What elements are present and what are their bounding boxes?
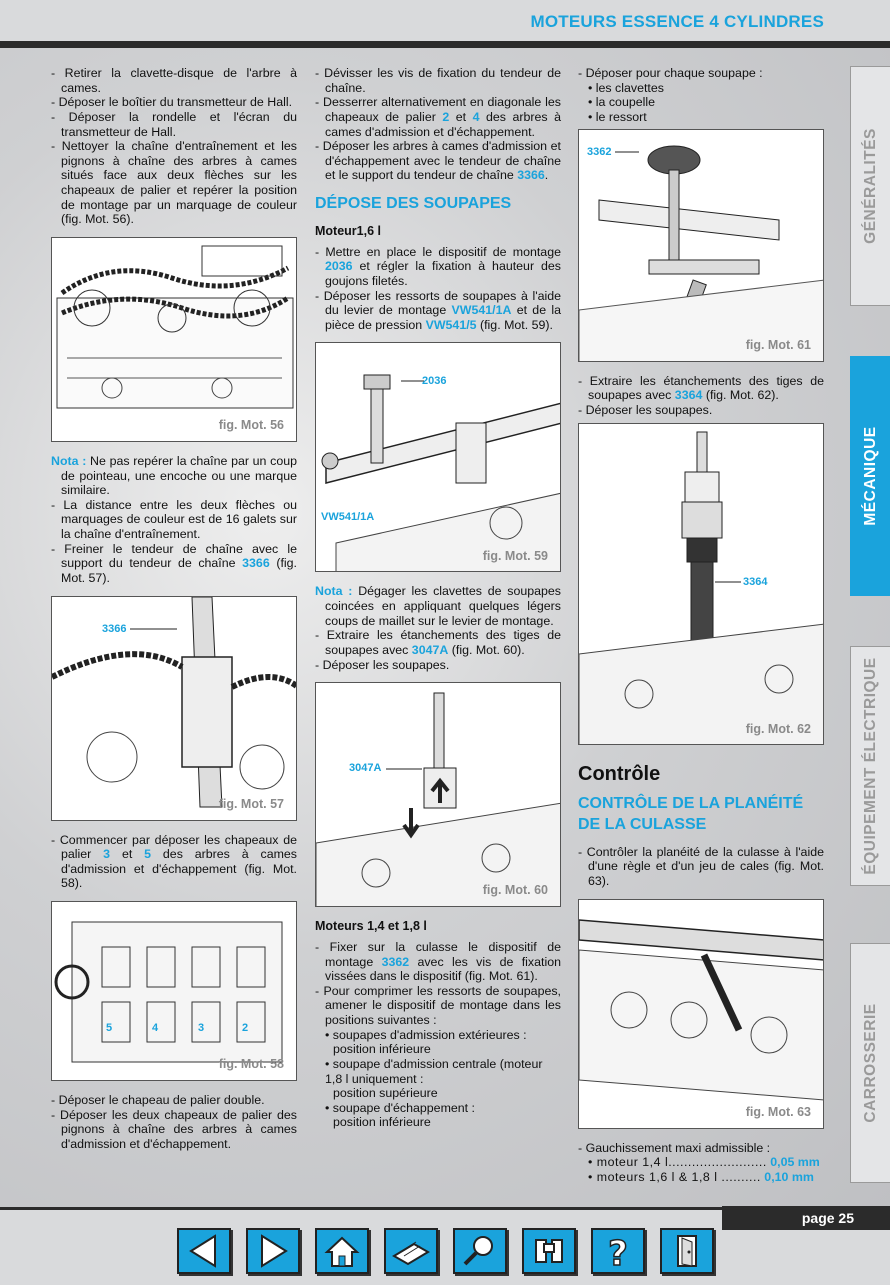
nota-note	[51, 454, 297, 498]
nota-text: Ne pas repérer la chaîne par un coup de pointeau, une encoche ou une marque similaire.	[61, 453, 297, 498]
print-icon	[386, 1230, 436, 1272]
header-divider	[0, 41, 890, 48]
step-text: - Dévisser les vis de fixation du tendeur de chaîne.	[315, 66, 561, 95]
page-header-title: MOTEURS ESSENCE 4 CYLINDRES	[530, 12, 824, 31]
back-button[interactable]	[177, 1228, 231, 1274]
step-text: - Déposer le chapeau de palier double.	[51, 1093, 265, 1107]
bullet-item: • le ressort	[588, 109, 647, 124]
figure-mot-56	[51, 237, 297, 442]
spring-compressor-illustration	[579, 130, 824, 362]
seal-extractor-illustration	[316, 683, 561, 907]
position-bullet: • soupape d'échappement :	[325, 1100, 475, 1115]
column-3	[578, 66, 824, 1184]
print-button[interactable]	[384, 1228, 438, 1274]
step-text: - Extraire les étanchements des tiges de soupapes avec 3364 (fig. Mot. 62).	[578, 373, 824, 403]
section-title: DÉPOSE DES SOUPAPES	[315, 195, 512, 212]
step-text: - Gauchissement maxi admissible :	[578, 1140, 771, 1155]
column-1	[51, 66, 297, 1152]
step-text: - Déposer les arbres à cames d'admission et d'échappement avec le tendeur de chaîne et le support du tendeur de chaîne 3366.	[315, 139, 561, 183]
home-icon	[317, 1230, 367, 1272]
step-text: - Déposer les deux chapeaux de palier des pignons à chaîne des arbres à cames d'admission et d'échappement.	[51, 1107, 297, 1151]
position-bullet: • soupapes d'admission extérieures :	[325, 1027, 527, 1042]
figure-caption: fig. Mot. 62	[745, 721, 811, 736]
section-title: DE LA CULASSE	[578, 815, 707, 833]
cap-number: 3	[198, 1022, 205, 1034]
search-icon	[455, 1230, 505, 1272]
subsection-title: Moteur1,6 l	[315, 223, 381, 238]
bullet-item: • la coupelle	[588, 95, 656, 110]
step-text: - Extraire les étanchements des tiges de soupapes avec 3047A (fig. Mot. 60).	[315, 628, 561, 657]
home-button[interactable]	[315, 1228, 369, 1274]
warp-row: • moteurs 1,6 l & 1,8 l .......... 0,10 mm	[588, 1169, 814, 1184]
search-button[interactable]	[453, 1228, 507, 1274]
control-title: Contrôle	[578, 763, 661, 786]
engine-chain-illustration	[52, 238, 297, 442]
figure-callout: 2036	[422, 375, 447, 388]
step-text: - Pour comprimer les ressorts de soupapes, amener le dispositif de montage dans les positions suivantes :	[315, 983, 561, 1027]
step-text: - Retirer la clavette-disque de l'arbre à cames.	[51, 66, 297, 95]
position-value: position inférieure	[333, 1042, 431, 1057]
figure-mot-59	[315, 342, 561, 572]
nota-note: Nota : Dégager les clavettes de soupapes coincées en appliquant quelques légers coups de maillet sur le levier de montage.	[315, 584, 561, 628]
back-arrow-icon	[179, 1230, 229, 1272]
warp-row: • moteur 1,4 l......................... 0,05 mm	[588, 1155, 820, 1170]
help-icon	[593, 1230, 643, 1272]
step-text: - Déposer les ressorts de soupapes à l'aide du levier de montage VW541/1A et de la pièce de pression VW541/5 (fig. Mot. 59).	[315, 288, 562, 332]
figure-mot-57	[51, 596, 297, 821]
page-number: page 25	[722, 1206, 890, 1230]
position-value: position supérieure	[333, 1086, 438, 1101]
seal-puller-illustration	[579, 424, 824, 745]
step-text: - Contrôler la planéité de la culasse à l'aide d'une règle et d'un jeu de cales (fig. Mot. 63).	[578, 844, 824, 888]
figure-mot-61	[578, 129, 824, 362]
step-text: - La distance entre les deux flèches ou marquages de couleur est de 16 galets sur la chaîne d'entraînement.	[51, 497, 297, 541]
tab-equipement-electrique[interactable]: ÉQUIPEMENT ÉLECTRIQUE	[850, 646, 890, 886]
cap-number: 4	[152, 1022, 159, 1034]
bearing-caps-illustration	[52, 902, 297, 1081]
figure-callout: VW541/1A	[321, 511, 375, 524]
help-button[interactable]	[591, 1228, 645, 1274]
binoculars-icon	[524, 1230, 574, 1272]
cap-number: 2	[242, 1022, 249, 1034]
figure-mot-63	[578, 899, 824, 1129]
step-text: - Déposer pour chaque soupape :	[578, 66, 763, 80]
exit-door-icon	[662, 1230, 712, 1272]
step-text: - Déposer les soupapes.	[578, 402, 713, 417]
position-bullet: • soupape d'admission centrale (moteur 1,8 l uniquement :	[325, 1056, 543, 1086]
svg-text:?: ?	[608, 1234, 628, 1272]
figure-caption: fig. Mot. 56	[218, 418, 284, 433]
forward-arrow-icon	[248, 1230, 298, 1272]
figure-callout: 3364	[743, 576, 768, 589]
figure-callout: 3366	[102, 622, 127, 635]
figure-caption: fig. Mot. 58	[218, 1057, 284, 1072]
bullet-item: • les clavettes	[588, 80, 664, 95]
tab-carrosserie[interactable]: CARROSSERIE	[850, 943, 890, 1183]
tab-mecanique[interactable]: MÉCANIQUE	[850, 356, 890, 596]
figure-mot-58	[51, 901, 297, 1081]
step-text: - Déposer la rondelle et l'écran du transmetteur de Hall.	[51, 109, 297, 139]
section-title: CONTRÔLE DE LA PLANÉITÉ	[578, 794, 804, 812]
figure-callout: 3362	[587, 145, 612, 158]
figure-caption: fig. Mot. 63	[745, 1104, 811, 1119]
nota-label: Nota :	[51, 453, 87, 468]
step-text: - Déposer le boîtier du transmetteur de Hall.	[51, 95, 293, 110]
exit-button[interactable]	[660, 1228, 714, 1274]
figure-mot-62	[578, 423, 824, 745]
figure-callout: 3047A	[349, 762, 382, 775]
position-value: position inférieure	[333, 1115, 431, 1130]
step-text: - Desserrer alternativement en diagonale les chapeaux de palier 2 et 4 des arbres à cames d'admission et d'échappement.	[315, 95, 561, 139]
step-text: - Fixer sur la culasse le dispositif de montage 3362 avec les vis de fixation vissées dans le dispositif (fig. Mot. 61).	[315, 939, 561, 984]
figure-caption: fig. Mot. 57	[218, 796, 284, 811]
find-button[interactable]	[522, 1228, 576, 1274]
tool-ref: 3366	[242, 556, 270, 571]
figure-mot-60	[315, 682, 561, 907]
figure-caption: fig. Mot. 60	[482, 883, 548, 898]
step-text: - Mettre en place le dispositif de montage 2036 et régler la fixation à hauteur des goujons filetés.	[315, 244, 561, 288]
warp-value: 0,10 mm	[764, 1169, 814, 1184]
tab-generalites[interactable]: GÉNÉRALITÉS	[850, 66, 890, 306]
step-text: - Nettoyer la chaîne d'entraînement et les pignons à chaîne des arbres à cames situés face aux deux flèches sur les chapeaux de palier et repérer la position de montage par un marquage de couleur (fig. Mot. 56).	[51, 139, 297, 227]
column-2	[315, 66, 561, 1130]
step-text: - Freiner le tendeur de chaîne avec le support du tendeur de chaîne 3366 (fig. Mot. 57).	[51, 541, 297, 585]
figure-caption: fig. Mot. 61	[745, 337, 811, 352]
flatness-check-illustration	[579, 900, 824, 1129]
warp-value: 0,05 mm	[770, 1155, 820, 1170]
figure-caption: fig. Mot. 59	[482, 548, 548, 563]
subsection-title: Moteurs 1,4 et 1,8 l	[315, 919, 427, 934]
forward-button[interactable]	[246, 1228, 300, 1274]
step-text: - Commencer par déposer les chapeaux de palier 3 et 5 des arbres à cames d'admission et d'échappement (fig. Mot. 58).	[51, 832, 297, 891]
tensioner-illustration	[52, 597, 297, 821]
step-text: - Déposer les soupapes.	[315, 657, 450, 672]
cap-number: 5	[106, 1022, 113, 1034]
